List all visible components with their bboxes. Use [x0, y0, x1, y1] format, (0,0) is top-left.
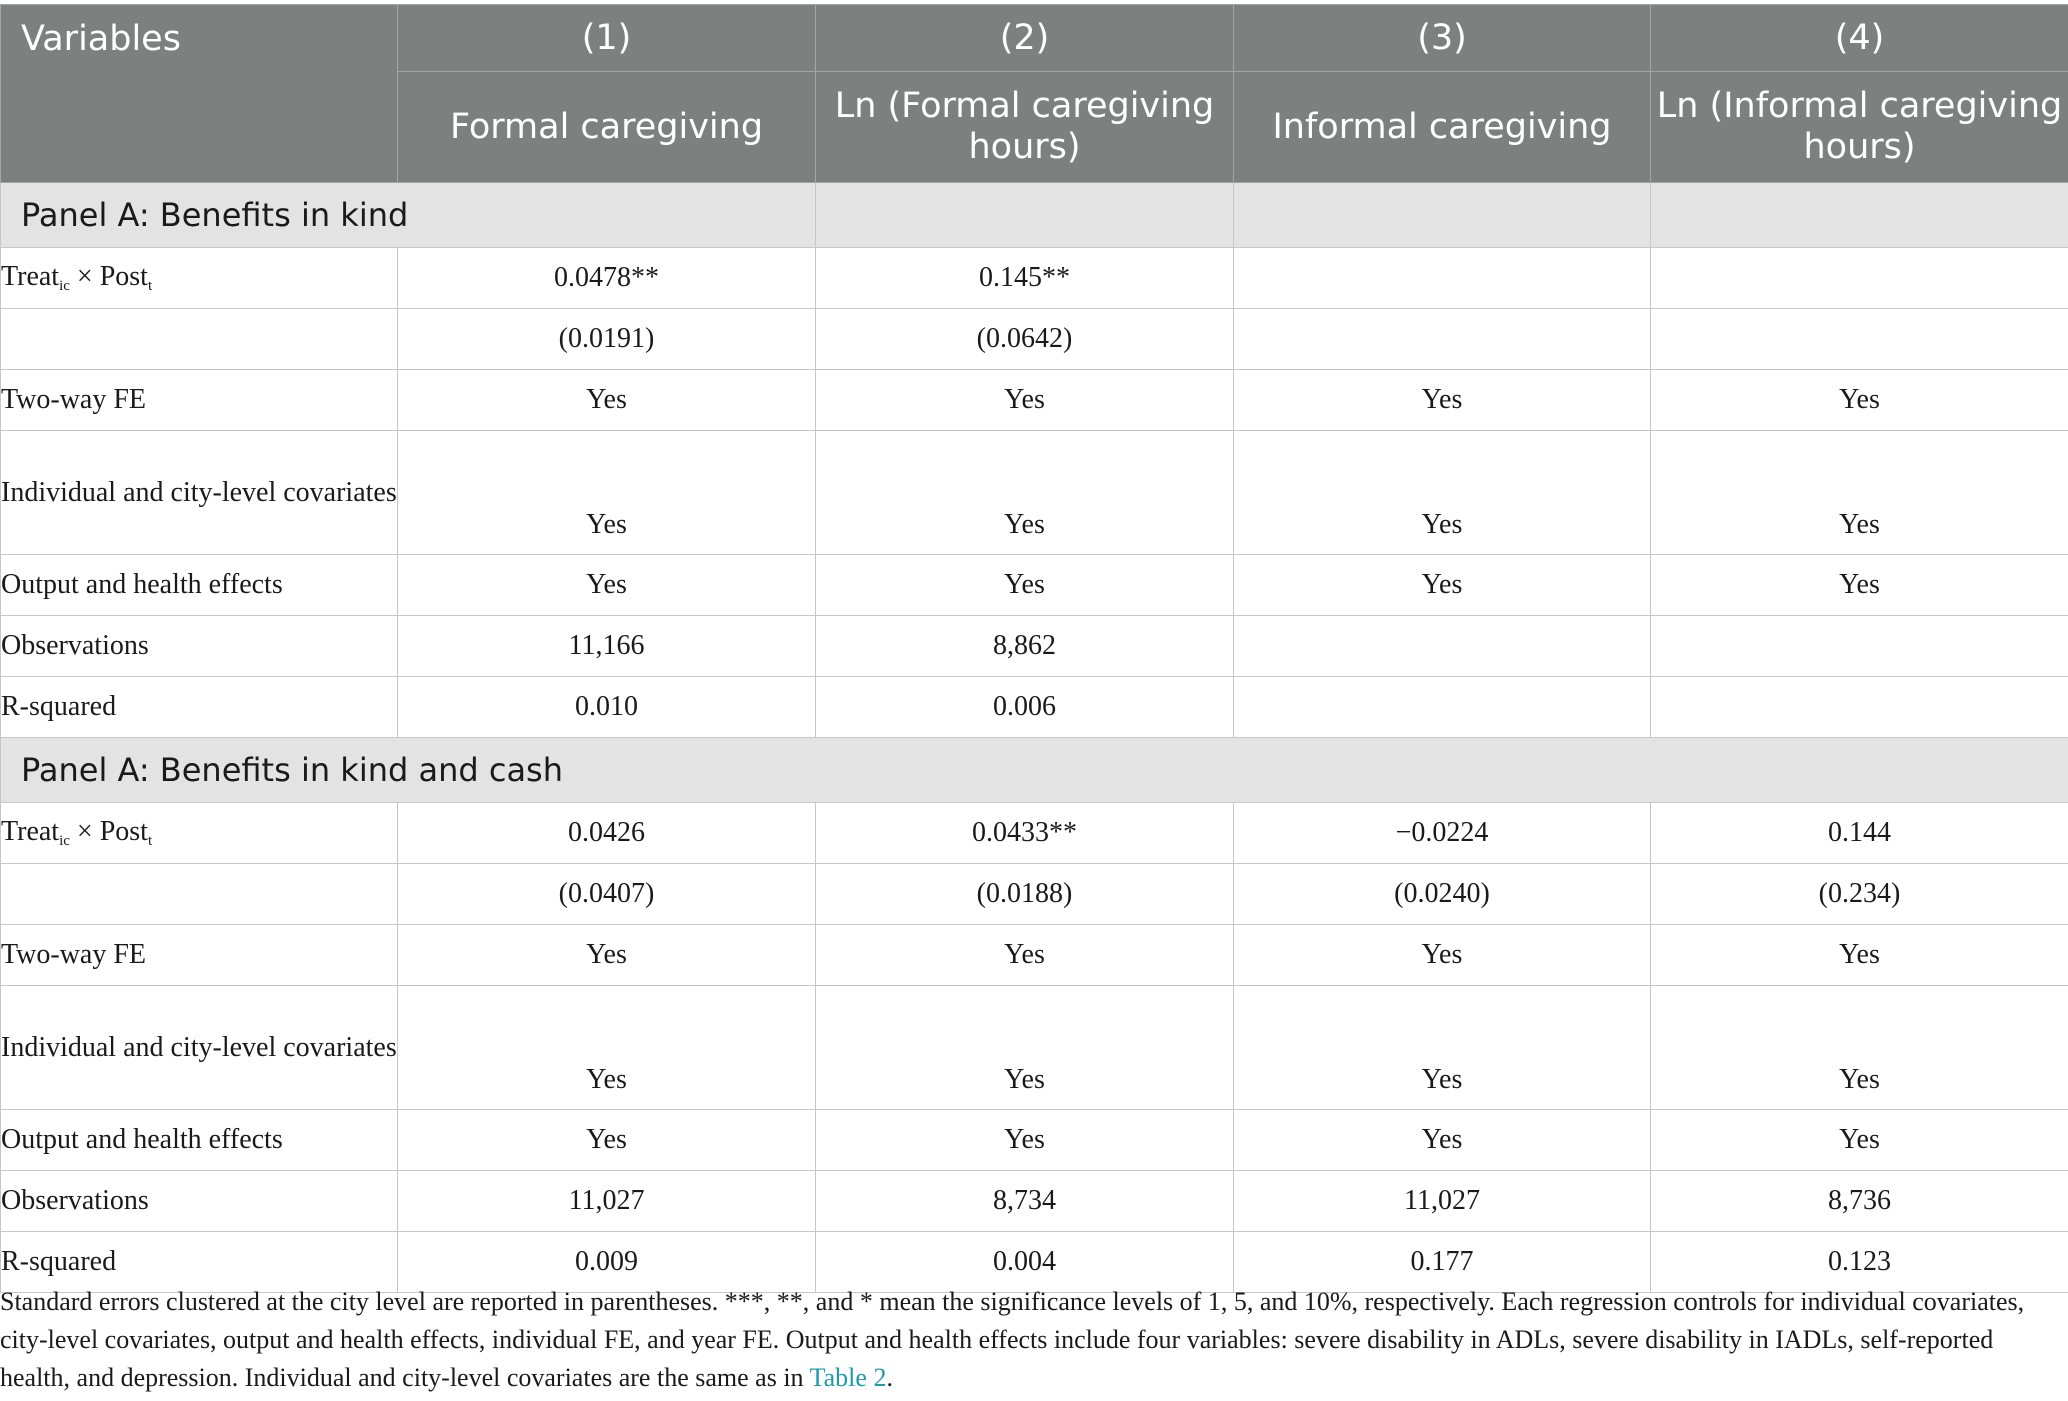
panel-header-row: [1, 738, 2068, 803]
cell-value: 11,027: [398, 1171, 816, 1232]
cell-se: (0.0188): [816, 864, 1234, 925]
row-label-r-squared: R-squared: [1, 677, 398, 738]
table-row: [1, 1110, 2068, 1171]
row-label-covariates: Individual and city-level covariates: [1, 431, 398, 555]
cell-value: 8,736: [1651, 1171, 2068, 1232]
row-label-treat-post: Treat$_{ic}$ × Post$_t$: [1, 803, 398, 864]
row-label-empty: [1, 864, 398, 925]
table-row: [1, 555, 2068, 616]
table-row: [1, 925, 2068, 986]
cell-se: [1234, 309, 1651, 370]
cell-value: [1651, 616, 2068, 677]
cell-coef: −0.0224: [1234, 803, 1651, 864]
cell-se: [1651, 309, 2068, 370]
header-row-numbers: [1, 5, 2068, 72]
cell-value: 0.177: [1234, 1232, 1651, 1293]
cell-value: Yes: [398, 1110, 816, 1171]
table-row: [1, 803, 2068, 864]
cell-value: Yes: [398, 555, 816, 616]
cell-se: (0.0240): [1234, 864, 1651, 925]
cell-se: (0.234): [1651, 864, 2068, 925]
cell-coef: 0.0433**: [816, 803, 1234, 864]
table-footnote: [0, 1283, 2060, 1397]
cell-value: Yes: [816, 370, 1234, 431]
cell-value: 0.009: [398, 1232, 816, 1293]
table-row: [1, 616, 2068, 677]
cell-value: Yes: [1651, 370, 2068, 431]
cell-value: Yes: [816, 1110, 1234, 1171]
cell-value: 8,862: [816, 616, 1234, 677]
cell-value: Yes: [1651, 431, 2068, 555]
table-row: [1, 1171, 2068, 1232]
cell-value: Yes: [398, 925, 816, 986]
cell-coef: 0.144: [1651, 803, 2068, 864]
cell-coef: 0.145**: [816, 248, 1234, 309]
header-col-num: (2): [816, 5, 1234, 72]
table-row: [1, 986, 2068, 1110]
cell-value: Yes: [398, 370, 816, 431]
cell-value: Yes: [1234, 555, 1651, 616]
row-label-observations: Observations: [1, 616, 398, 677]
cell-coef: 0.0478**: [398, 248, 816, 309]
panel-cell: [1234, 183, 1651, 248]
header-col-name: Ln (Informal caregiving hours): [1651, 72, 2068, 183]
cell-value: Yes: [816, 431, 1234, 555]
cell-value: Yes: [1234, 431, 1651, 555]
header-col-num: (4): [1651, 5, 2068, 72]
row-label-two-way-fe: Two-way FE: [1, 925, 398, 986]
row-label-observations: Observations: [1, 1171, 398, 1232]
table-row: [1, 864, 2068, 925]
cell-value: Yes: [1651, 986, 2068, 1110]
cell-value: 0.006: [816, 677, 1234, 738]
row-label-empty: [1, 309, 398, 370]
cell-se: (0.0407): [398, 864, 816, 925]
panel-cell: [1651, 183, 2068, 248]
table-row: [1, 677, 2068, 738]
cell-coef: [1234, 248, 1651, 309]
cell-value: [1234, 616, 1651, 677]
footnote-text: Standard errors clustered at the city level are reported in parentheses. ***, **, and * mean the significance levels of 1, 5, and 10%, respectively. Each regression controls for individual covariates, city-level covariates, output and health effects, individual FE, and year FE. Output and health effects include four variables: severe disability in ADLs, severe disability in IADLs, self-reported health, and depression. Individual and city-level covariates are the same as in: [0, 1287, 2025, 1392]
cell-se: (0.0642): [816, 309, 1234, 370]
cell-value: 0.123: [1651, 1232, 2068, 1293]
cell-value: Yes: [398, 431, 816, 555]
panel-header-row: [1, 183, 2068, 248]
cell-value: Yes: [1651, 555, 2068, 616]
cell-se: (0.0191): [398, 309, 816, 370]
header-col-name: Informal caregiving: [1234, 72, 1651, 183]
cell-value: Yes: [816, 925, 1234, 986]
footnote-end: .: [886, 1363, 893, 1392]
row-label-treat-post: Treat$_{ic}$ × Post$_t$: [1, 248, 398, 309]
cell-value: Yes: [816, 986, 1234, 1110]
panel-title: Panel A: Benefits in kind and cash: [1, 738, 2068, 803]
row-label-two-way-fe: Two-way FE: [1, 370, 398, 431]
row-label-covariates: Individual and city-level covariates: [1, 986, 398, 1110]
regression-table: [0, 4, 2068, 1293]
row-label-output-health: Output and health effects: [1, 1110, 398, 1171]
header-col-num: (3): [1234, 5, 1651, 72]
cell-value: Yes: [1234, 986, 1651, 1110]
cell-value: 0.004: [816, 1232, 1234, 1293]
header-variables: Variables: [1, 5, 398, 183]
cell-coef: 0.0426: [398, 803, 816, 864]
cell-value: Yes: [1651, 925, 2068, 986]
header-col-name: Ln (Formal caregiving hours): [816, 72, 1234, 183]
header-col-num: (1): [398, 5, 816, 72]
cell-value: Yes: [1651, 1110, 2068, 1171]
cell-value: 11,027: [1234, 1171, 1651, 1232]
row-label-output-health: Output and health effects: [1, 555, 398, 616]
cell-value: [1234, 677, 1651, 738]
cell-value: 8,734: [816, 1171, 1234, 1232]
panel-cell: [816, 183, 1234, 248]
cell-value: Yes: [1234, 370, 1651, 431]
cell-value: 11,166: [398, 616, 816, 677]
table-row: [1, 309, 2068, 370]
table-2-link[interactable]: Table 2: [809, 1363, 887, 1392]
cell-value: Yes: [1234, 1110, 1651, 1171]
table-row: [1, 431, 2068, 555]
cell-value: [1651, 677, 2068, 738]
cell-value: Yes: [1234, 925, 1651, 986]
cell-value: Yes: [398, 986, 816, 1110]
cell-value: 0.010: [398, 677, 816, 738]
cell-coef: [1651, 248, 2068, 309]
table-row: [1, 248, 2068, 309]
header-col-name: Formal caregiving: [398, 72, 816, 183]
cell-value: Yes: [816, 555, 1234, 616]
row-label-r-squared: R-squared: [1, 1232, 398, 1293]
panel-title: Panel A: Benefits in kind: [1, 183, 816, 248]
table-row: [1, 370, 2068, 431]
